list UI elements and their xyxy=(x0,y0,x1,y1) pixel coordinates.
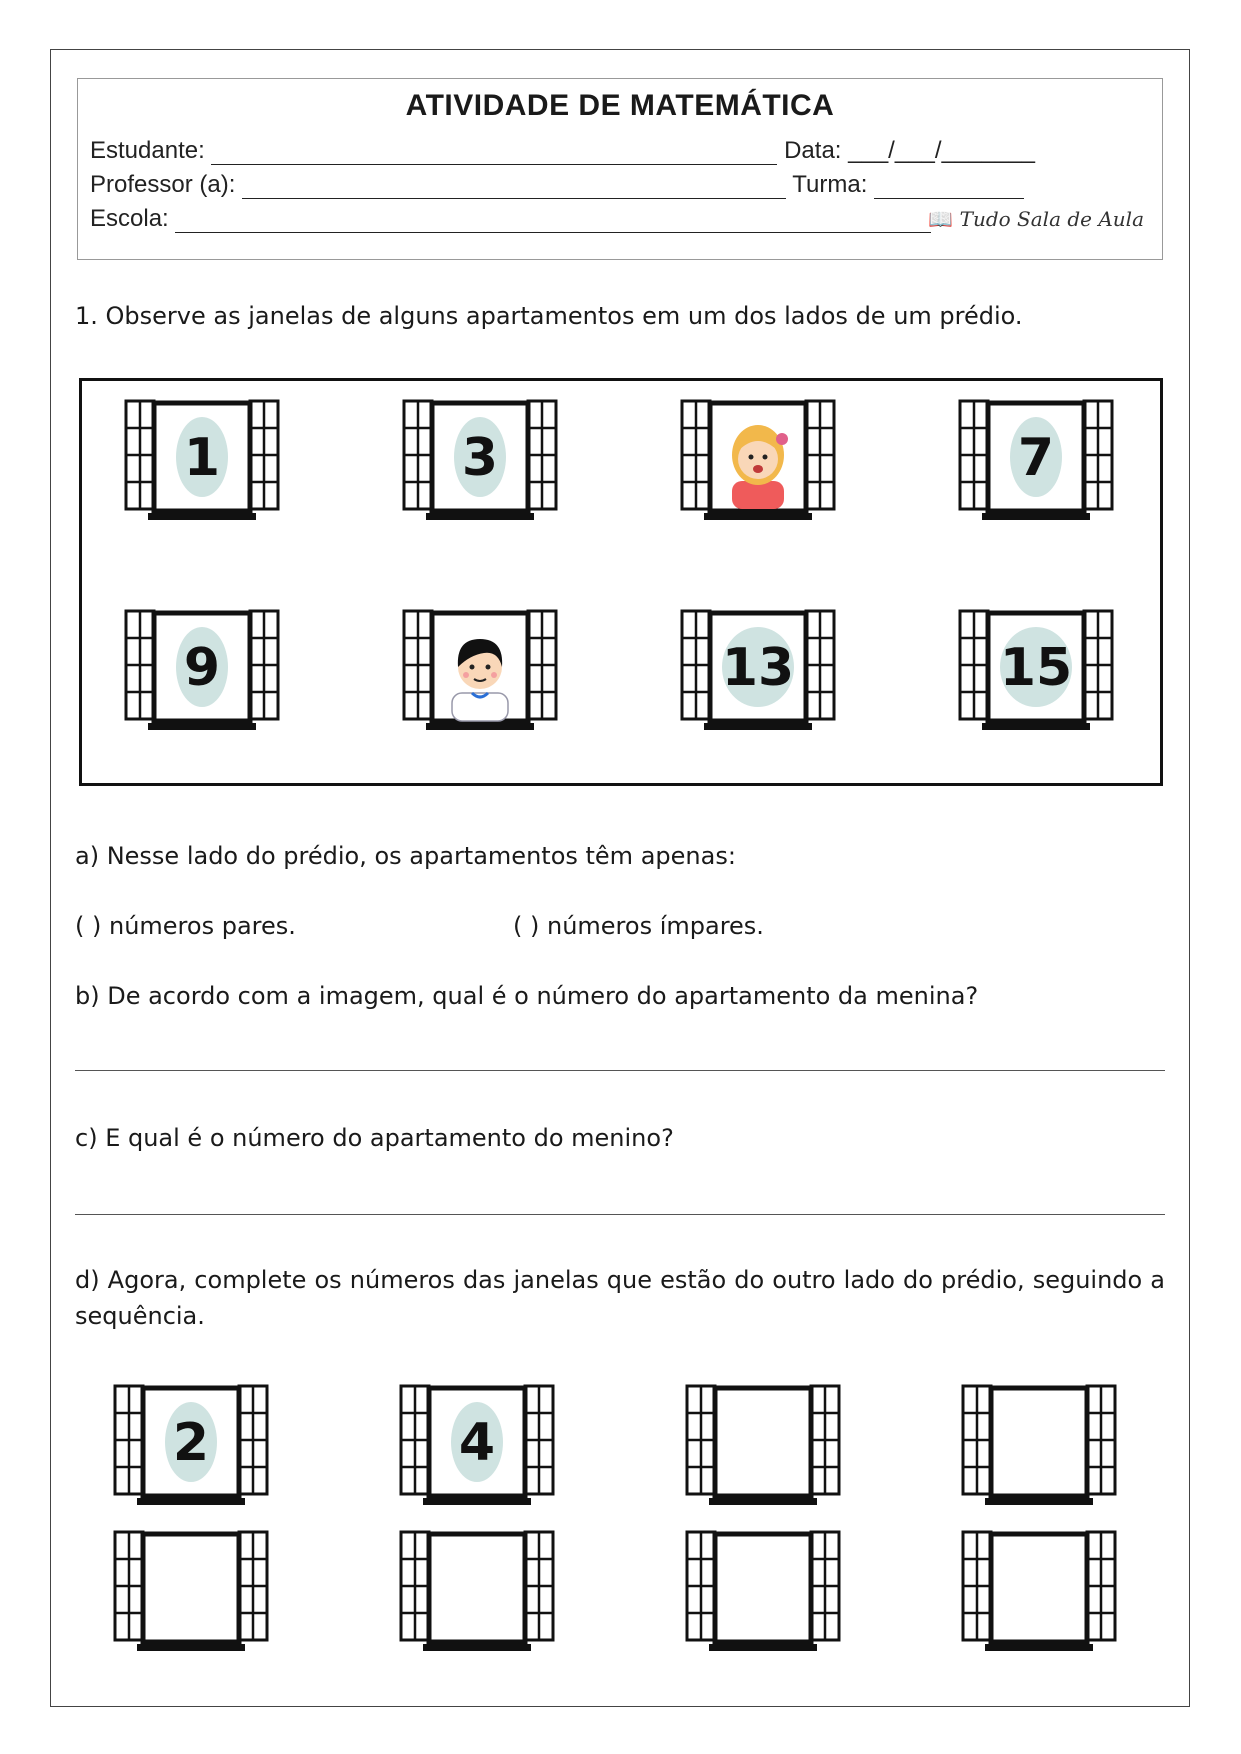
svg-text:13: 13 xyxy=(721,638,795,698)
school-row xyxy=(90,205,931,233)
svg-text:9: 9 xyxy=(183,638,221,698)
window-svg xyxy=(397,1380,557,1520)
question-1-prompt: 1. Observe as janelas de alguns apartamentos em um dos lados de um prédio. xyxy=(75,302,1023,330)
window-13 xyxy=(678,605,838,749)
building-side-box xyxy=(79,378,1163,786)
girl-icon xyxy=(732,425,788,509)
window-15 xyxy=(956,605,1116,749)
window-d-8[interactable] xyxy=(959,1526,1119,1670)
window-d-2 xyxy=(397,1380,557,1524)
part-c-prompt: c) E qual é o número do apartamento do menino? xyxy=(75,1124,674,1152)
window-number xyxy=(454,417,506,497)
window-number xyxy=(176,627,228,707)
window-svg xyxy=(111,1526,271,1666)
window-svg xyxy=(122,605,282,745)
window-d-3[interactable] xyxy=(683,1380,843,1524)
svg-text:4: 4 xyxy=(458,1413,496,1473)
school-field[interactable] xyxy=(175,210,931,233)
book-icon: 📖 xyxy=(928,207,954,231)
logo-text: Tudo Sala de Aula xyxy=(959,207,1144,231)
window-svg xyxy=(683,1526,843,1666)
window-svg xyxy=(956,395,1116,535)
window-number xyxy=(722,627,794,707)
answer-line-c[interactable] xyxy=(75,1214,1165,1215)
window-svg xyxy=(678,605,838,745)
svg-text:15: 15 xyxy=(999,638,1073,698)
window-number xyxy=(165,1402,217,1482)
window-boy xyxy=(400,605,560,749)
window-svg xyxy=(111,1380,271,1520)
window-svg xyxy=(959,1526,1119,1666)
window-svg xyxy=(400,605,560,745)
worksheet-page xyxy=(50,49,1190,1707)
window-d-6[interactable] xyxy=(397,1526,557,1670)
date-field[interactable]: ___/___/_______ xyxy=(848,137,1035,164)
window-number xyxy=(1010,417,1062,497)
teacher-field[interactable] xyxy=(242,176,786,199)
window-svg xyxy=(122,395,282,535)
window-svg xyxy=(397,1526,557,1666)
teacher-label: Professor (a): xyxy=(90,171,236,198)
window-1 xyxy=(122,395,282,539)
svg-text:1: 1 xyxy=(183,428,221,488)
window-d-5[interactable] xyxy=(111,1526,271,1670)
window-9 xyxy=(122,605,282,749)
window-3 xyxy=(400,395,560,539)
option-even-numbers[interactable]: ( ) números pares. xyxy=(75,912,296,940)
part-b-prompt: b) De acordo com a imagem, qual é o número do apartamento da menina? xyxy=(75,982,979,1010)
page-title: ATIVIDADE DE MATEMÁTICA xyxy=(405,89,835,122)
part-d-prompt: d) Agora, complete os números das janelas que estão do outro lado do prédio, seguindo a sequência. xyxy=(75,1266,1165,1330)
date-label: Data: xyxy=(784,137,842,164)
class-label: Turma: xyxy=(792,171,868,198)
window-d-7[interactable] xyxy=(683,1526,843,1670)
window-svg xyxy=(956,605,1116,745)
part-a-prompt: a) Nesse lado do prédio, os apartamentos têm apenas: xyxy=(75,842,736,870)
window-number xyxy=(1000,627,1072,707)
window-svg xyxy=(959,1380,1119,1520)
window-svg xyxy=(683,1380,843,1520)
student-row xyxy=(90,137,1035,165)
logo xyxy=(928,207,1144,231)
header-box xyxy=(77,78,1163,260)
window-d-1 xyxy=(111,1380,271,1524)
window-number xyxy=(451,1402,503,1482)
window-7 xyxy=(956,395,1116,539)
school-label: Escola: xyxy=(90,205,169,232)
class-field[interactable] xyxy=(874,176,1024,199)
option-odd-numbers[interactable]: ( ) números ímpares. xyxy=(513,912,764,940)
window-svg xyxy=(400,395,560,535)
window-girl xyxy=(678,395,838,539)
teacher-row xyxy=(90,171,1024,199)
window-d-4[interactable] xyxy=(959,1380,1119,1524)
answer-line-b[interactable] xyxy=(75,1070,1165,1071)
student-field[interactable] xyxy=(211,142,777,165)
window-svg xyxy=(678,395,838,535)
window-number xyxy=(176,417,228,497)
svg-text:7: 7 xyxy=(1017,428,1055,488)
student-label: Estudante: xyxy=(90,137,205,164)
svg-text:3: 3 xyxy=(461,428,499,488)
svg-text:2: 2 xyxy=(172,1413,210,1473)
